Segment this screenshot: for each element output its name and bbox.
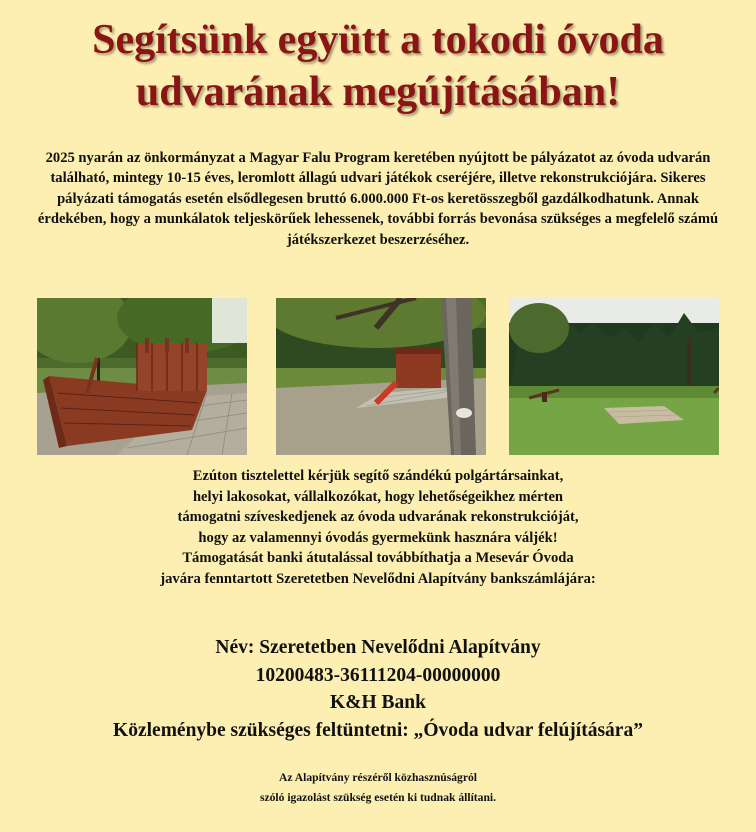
footnote-line-2: szóló igazolást szükség esetén ki tudnak állítani. bbox=[259, 790, 497, 804]
seesaw-lawn-photo bbox=[509, 298, 719, 455]
footnote-line-1: Az Alapítvány részéről közhasznúságról bbox=[278, 771, 478, 784]
page-title bbox=[0, 14, 756, 118]
appeal-text bbox=[20, 466, 736, 590]
transfer-reference: Közleménybe szükséges feltüntetni: „Óvoda udvar felújítására” bbox=[113, 719, 643, 741]
appeal-line: Támogatását banki átutalással továbbíthatja a Mesevár Óvoda bbox=[182, 550, 574, 567]
appeal-line: hogy az valamennyi óvodás gyermekünk hasznára váljék! bbox=[198, 529, 558, 546]
bank-name: K&H Bank bbox=[330, 692, 426, 713]
title-line-2: udvarának megújításában! bbox=[135, 69, 621, 115]
account-number: 10200483-36111204-00000000 bbox=[255, 664, 501, 686]
appeal-line: helyi lakosokat, vállalkozókat, hogy lehetőségeikhez mérten bbox=[192, 488, 564, 505]
appeal-line: támogatni szíveskedjenek az óvoda udvarának rekonstrukcióját, bbox=[177, 509, 579, 526]
intro-paragraph: 2025 nyarán az önkormányzat a Magyar Falu Program keretében nyújtott be pályázatot az óvoda udvarán található, mintegy 10-15 éves, leromlott állagú udvari játékok cseréjére, illetve rekonstrukciójára. Sikeres pályázati támogatás esetén elsődlegesen bruttó 6.000.000 Ft-os keretösszegből gazdálkodhatunk. Annak érdekében, hogy a munkálatok teljeskörűek lehessenek, további forrás bevonása szükséges a megfelelő számú játékszerkezet beszerzéséhez. bbox=[37, 150, 719, 248]
appeal-line: javára fenntartott Szeretetben Nevelődni Alapítvány bankszámlájára: bbox=[160, 570, 596, 587]
slide-and-tree-photo bbox=[276, 298, 486, 455]
appeal-line: Ezúton tisztelettel kérjük segítő szándékú polgártársainkat, bbox=[192, 468, 564, 484]
wooden-ship-playground-photo bbox=[37, 298, 247, 455]
footnote bbox=[0, 768, 756, 807]
title-line-1: Segítsünk együtt a tokodi óvoda bbox=[92, 17, 664, 63]
bank-account-details bbox=[0, 634, 756, 744]
account-holder-name: Név: Szeretetben Nevelődni Alapítvány bbox=[215, 637, 541, 658]
